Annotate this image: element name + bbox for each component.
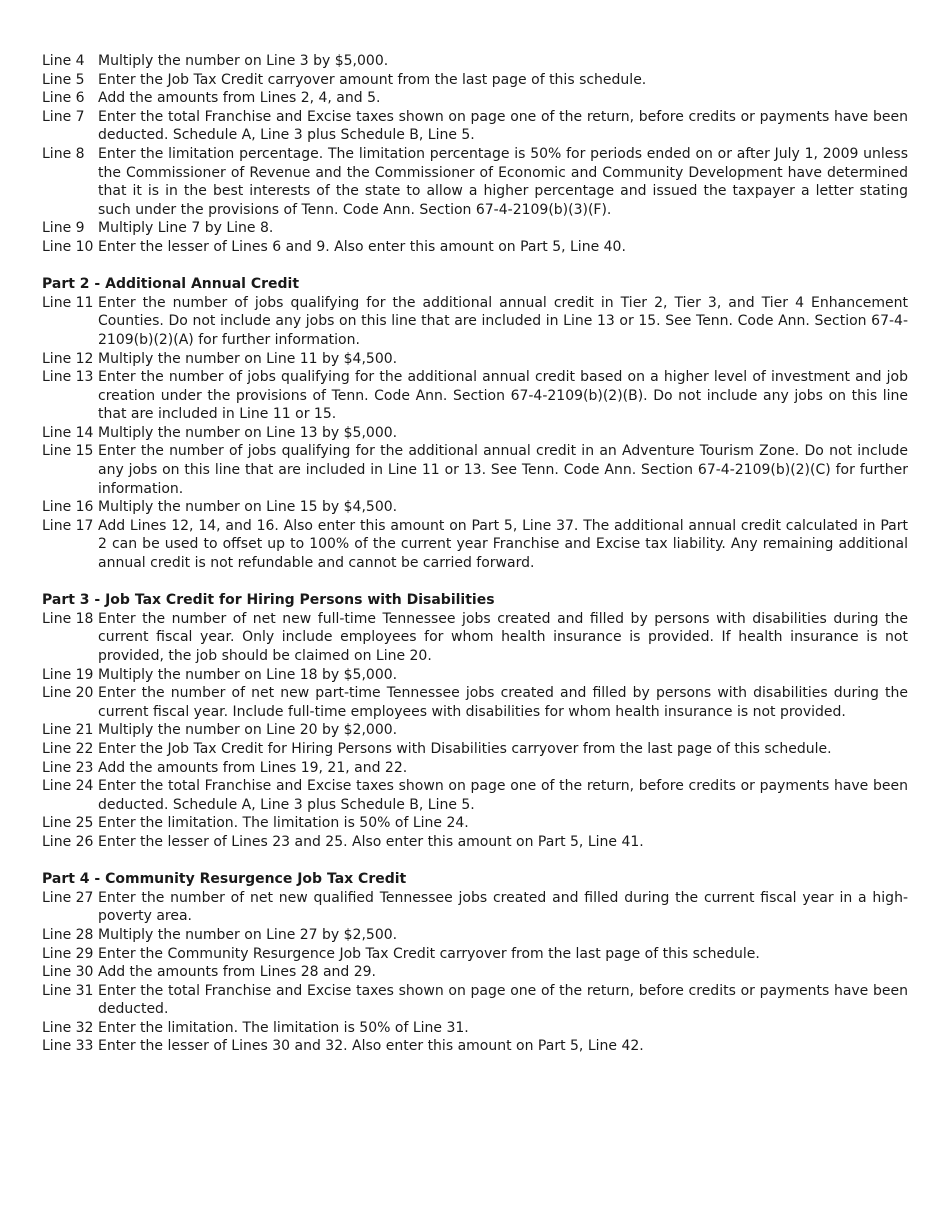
line-text: Enter the number of net new part-time Tennessee jobs created and filled by persons with disabilities during the current fiscal year. Include full-time employees with disabilities for whom health insurance is not provided. — [98, 685, 908, 720]
line-text: Enter the Community Resurgence Job Tax Credit carryover from the last page of this schedule. — [98, 945, 760, 962]
line-text: Enter the Job Tax Credit carryover amount from the last page of this schedule. — [98, 71, 647, 88]
line-number: Line 30 — [42, 964, 94, 981]
line-number: Line 28 — [42, 926, 94, 943]
line-text: Enter the lesser of Lines 23 and 25. Also enter this amount on Part 5, Line 41. — [98, 833, 644, 850]
instruction-line — [42, 498, 908, 517]
line-text: Add the amounts from Lines 28 and 29. — [98, 964, 377, 981]
line-number: Line 13 — [42, 369, 94, 386]
line-number: Line 27 — [42, 889, 94, 906]
instruction-line — [42, 145, 908, 219]
line-number: Line 5 — [42, 71, 85, 88]
line-text: Enter the number of jobs qualifying for the additional annual credit based on a higher level of investment and job creation under the provisions of Tenn. Code Ann. Section 67-4-2109(b)(2)(B). Do not include any jobs on this line that are included in Line 11 or 15. — [98, 369, 908, 423]
instruction-line — [42, 684, 908, 721]
instruction-line — [42, 350, 908, 369]
instruction-line — [42, 1037, 908, 1056]
line-number: Line 29 — [42, 945, 94, 962]
instruction-line — [42, 442, 908, 498]
instruction-line — [42, 610, 908, 666]
instructions-page — [42, 52, 908, 1056]
instruction-line — [42, 740, 908, 759]
instruction-line — [42, 368, 908, 424]
line-number: Line 9 — [42, 220, 85, 237]
part2-heading: Part 2 - Additional Annual Credit — [42, 276, 300, 293]
line-number: Line 20 — [42, 685, 94, 702]
section-spacer — [42, 573, 908, 592]
line-text: Enter the limitation. The limitation is 50% of Line 24. — [98, 815, 469, 832]
part2-section — [42, 275, 908, 573]
instruction-line — [42, 982, 908, 1019]
line-number: Line 4 — [42, 53, 85, 69]
instruction-line — [42, 814, 908, 833]
line-number: Line 11 — [42, 294, 94, 311]
instruction-line — [42, 52, 908, 71]
instruction-line — [42, 424, 908, 443]
instruction-line — [42, 945, 908, 964]
line-text: Multiply the number on Line 3 by $5,000. — [98, 53, 389, 69]
instruction-line — [42, 666, 908, 685]
line-number: Line 15 — [42, 443, 94, 460]
line-text: Enter the lesser of Lines 30 and 32. Also enter this amount on Part 5, Line 42. — [98, 1038, 644, 1055]
line-number: Line 22 — [42, 740, 94, 757]
line-number: Line 8 — [42, 145, 85, 162]
instruction-line — [42, 759, 908, 778]
line-number: Line 16 — [42, 499, 94, 516]
line-text: Enter the lesser of Lines 6 and 9. Also enter this amount on Part 5, Line 40. — [98, 238, 626, 255]
line-text: Enter the number of jobs qualifying for the additional annual credit in Tier 2, Tier 3, and Tier 4 Enhancement Counties. Do not include any jobs on this line that are included in Line 13 or 15. See Tenn. Code Ann. Section 67-4-2109(b)(2)(A) for further information. — [98, 294, 908, 348]
line-text: Multiply the number on Line 11 by $4,500. — [98, 350, 398, 367]
line-text: Enter the number of net new qualified Tennessee jobs created and filled during the current fiscal year in a high-poverty area. — [98, 889, 908, 925]
instruction-line — [42, 889, 908, 926]
line-text: Multiply the number on Line 27 by $2,500. — [98, 926, 398, 943]
instruction-line — [42, 833, 908, 852]
line-number: Line 32 — [42, 1019, 94, 1036]
instruction-line — [42, 219, 908, 238]
line-text: Enter the number of net new full-time Tennessee jobs created and filled by persons with disabilities during the current fiscal year. Only include employees for whom health insurance is provided. If health insurance is not provided, the job should be claimed on Line 20. — [98, 610, 908, 664]
line-number: Line 25 — [42, 815, 94, 832]
line-text: Multiply Line 7 by Line 8. — [98, 220, 274, 237]
line-number: Line 10 — [42, 238, 94, 255]
line-number: Line 31 — [42, 982, 94, 999]
line-text: Add the amounts from Lines 2, 4, and 5. — [98, 90, 381, 107]
line-text: Enter the total Franchise and Excise taxes shown on page one of the return, before credits or payments have been deducted. Schedule A, Line 3 plus Schedule B, Line 5. — [98, 778, 908, 813]
line-number: Line 17 — [42, 517, 94, 534]
line-text: Multiply the number on Line 13 by $5,000. — [98, 424, 398, 441]
line-text: Multiply the number on Line 18 by $5,000. — [98, 666, 398, 683]
line-number: Line 24 — [42, 778, 94, 795]
line-number: Line 14 — [42, 424, 94, 441]
instruction-line — [42, 294, 908, 350]
line-number: Line 26 — [42, 833, 94, 850]
line-text: Multiply the number on Line 20 by $2,000. — [98, 722, 398, 739]
section-spacer — [42, 257, 908, 276]
instruction-line — [42, 89, 908, 108]
line-number: Line 12 — [42, 350, 94, 367]
line-number: Line 23 — [42, 759, 94, 776]
part3-section — [42, 591, 908, 851]
line-text: Enter the limitation. The limitation is 50% of Line 31. — [98, 1019, 469, 1036]
instruction-line — [42, 238, 908, 257]
part3-heading: Part 3 - Job Tax Credit for Hiring Persons with Disabilities — [42, 592, 495, 609]
part4-heading: Part 4 - Community Resurgence Job Tax Credit — [42, 871, 407, 888]
instruction-line — [42, 926, 908, 945]
instruction-line — [42, 71, 908, 90]
line-text: Enter the number of jobs qualifying for the additional annual credit in an Adventure Tourism Zone. Do not include any jobs on this line that are included in Line 11 or 13. See Tenn. Code Ann. Section 67-4-2109(b)(2)(C) for further information. — [98, 443, 908, 497]
line-number: Line 21 — [42, 722, 94, 739]
section-spacer — [42, 852, 908, 871]
part4-section — [42, 870, 908, 1056]
line-number: Line 19 — [42, 666, 94, 683]
line-number: Line 7 — [42, 108, 85, 125]
part1-section — [42, 52, 908, 257]
line-text: Add the amounts from Lines 19, 21, and 22. — [98, 759, 408, 776]
instruction-line — [42, 721, 908, 740]
line-text: Add Lines 12, 14, and 16. Also enter this amount on Part 5, Line 37. The additional annual credit calculated in Part 2 can be used to offset up to 100% of the current year Franchise and Excise tax liability. Any remaining additional annual credit is not refundable and cannot be carried forward. — [98, 517, 908, 572]
instruction-line — [42, 1019, 908, 1038]
instruction-line — [42, 108, 908, 145]
line-text: Enter the total Franchise and Excise taxes shown on page one of the return, before credits or payments have been deducted. — [98, 982, 908, 1018]
line-number: Line 6 — [42, 90, 85, 107]
line-text: Enter the limitation percentage. The limitation percentage is 50% for periods ended on or after July 1, 2009 unless the Commissioner of Revenue and the Commissioner of Economic and Community Development have determined that it is in the best interests of the state to allow a higher percentage and issued the taxpayer a letter stating such under the provisions of Tenn. Code Ann. Section 67-4-2109(b)(3)(F). — [98, 145, 908, 218]
line-text: Enter the Job Tax Credit for Hiring Persons with Disabilities carryover from the last page of this schedule. — [98, 740, 832, 757]
line-text: Multiply the number on Line 15 by $4,500. — [98, 499, 398, 516]
instruction-line — [42, 777, 908, 814]
line-number: Line 33 — [42, 1038, 94, 1055]
line-text: Enter the total Franchise and Excise taxes shown on page one of the return, before credits or payments have been deducted. Schedule A, Line 3 plus Schedule B, Line 5. — [98, 108, 908, 144]
instruction-line — [42, 963, 908, 982]
instruction-line — [42, 517, 908, 573]
line-number: Line 18 — [42, 610, 94, 627]
